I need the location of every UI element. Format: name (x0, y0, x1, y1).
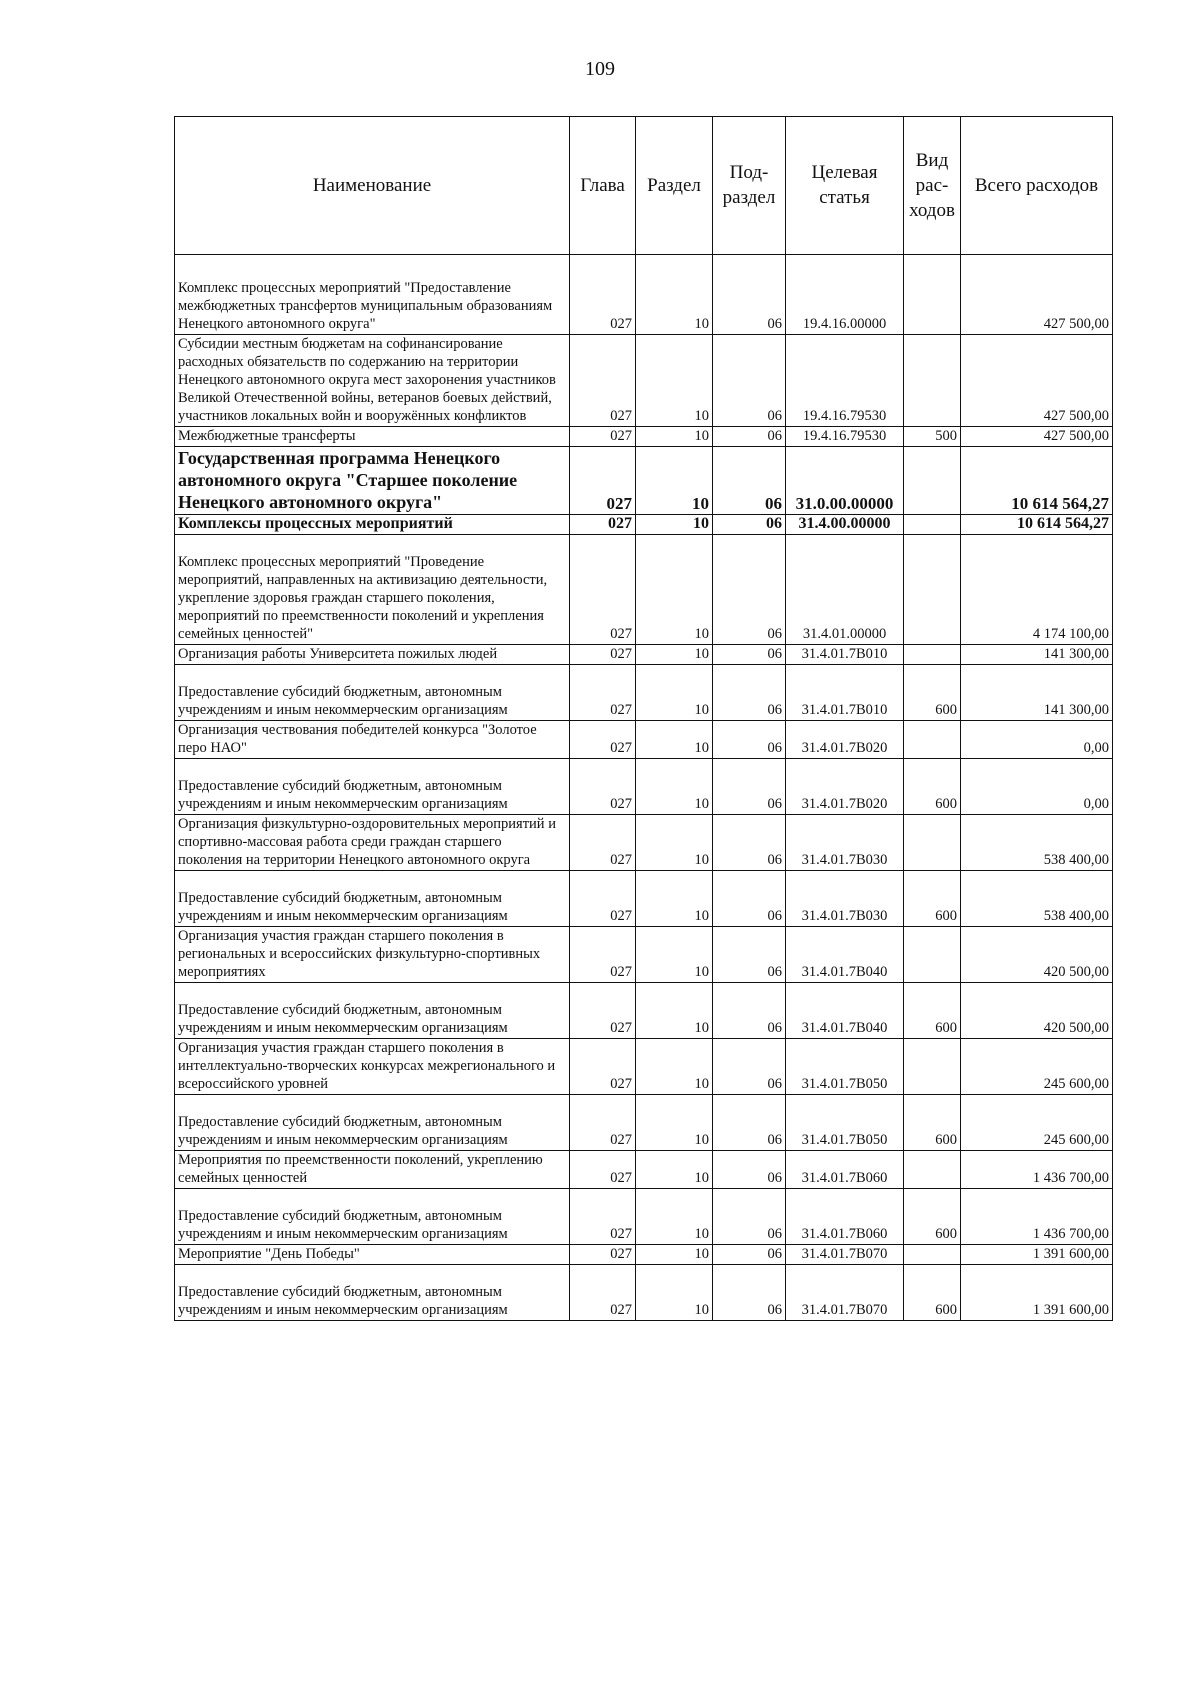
row-razdel: 10 (636, 447, 713, 515)
row-razdel: 10 (636, 871, 713, 927)
page-number: 109 (585, 58, 615, 80)
row-vid (904, 255, 961, 335)
row-podrazdel: 06 (713, 427, 786, 447)
row-celevaya: 31.4.01.7В030 (786, 815, 904, 871)
row-razdel: 10 (636, 815, 713, 871)
row-glava: 027 (570, 871, 636, 927)
row-total: 10 614 564,27 (961, 447, 1113, 515)
row-razdel: 10 (636, 1151, 713, 1189)
row-podrazdel: 06 (713, 871, 786, 927)
row-name: Предоставление субсидий бюджетным, автономным учреждениям и иным некоммерческим организациям (175, 871, 570, 927)
row-vid (904, 1245, 961, 1265)
row-total: 245 600,00 (961, 1039, 1113, 1095)
table-row (175, 1095, 1113, 1151)
row-name: Субсидии местным бюджетам на софинансирование расходных обязательств по содержанию на территории Ненецкого автономного округа мест захоронения участников Великой Отечественной войны, ветеранов боевых действий, участников локальных войн и вооружённых конфликтов (175, 335, 570, 427)
row-razdel: 10 (636, 515, 713, 535)
table-row (175, 1245, 1113, 1265)
row-glava: 027 (570, 535, 636, 645)
row-glava: 027 (570, 815, 636, 871)
row-podrazdel: 06 (713, 1189, 786, 1245)
table-row (175, 645, 1113, 665)
table-row (175, 1189, 1113, 1245)
row-celevaya: 19.4.16.00000 (786, 255, 904, 335)
row-podrazdel: 06 (713, 335, 786, 427)
row-glava: 027 (570, 1189, 636, 1245)
row-celevaya: 31.4.01.7В010 (786, 645, 904, 665)
row-podrazdel: 06 (713, 1151, 786, 1189)
row-glava: 027 (570, 759, 636, 815)
row-razdel: 10 (636, 721, 713, 759)
table-row (175, 927, 1113, 983)
row-vid: 600 (904, 983, 961, 1039)
header-name: Наименование (175, 117, 570, 255)
row-name: Предоставление субсидий бюджетным, автономным учреждениям и иным некоммерческим организациям (175, 1095, 570, 1151)
row-name: Межбюджетные трансферты (175, 427, 570, 447)
row-total: 1 436 700,00 (961, 1151, 1113, 1189)
row-name: Государственная программа Ненецкого автономного округа "Старшее поколение Ненецкого автономного округа" (175, 447, 570, 515)
row-celevaya: 31.4.01.7В020 (786, 759, 904, 815)
table-row (175, 815, 1113, 871)
row-celevaya: 19.4.16.79530 (786, 335, 904, 427)
table-row (175, 1151, 1113, 1189)
row-razdel: 10 (636, 759, 713, 815)
row-glava: 027 (570, 1151, 636, 1189)
row-razdel: 10 (636, 983, 713, 1039)
row-celevaya: 31.4.01.7В030 (786, 871, 904, 927)
row-celevaya: 31.4.01.7В060 (786, 1151, 904, 1189)
row-razdel: 10 (636, 535, 713, 645)
row-name: Организация чествования победителей конкурса "Золотое перо НАО" (175, 721, 570, 759)
row-vid (904, 1151, 961, 1189)
row-razdel: 10 (636, 255, 713, 335)
row-podrazdel: 06 (713, 535, 786, 645)
table-row (175, 535, 1113, 645)
row-razdel: 10 (636, 645, 713, 665)
row-celevaya: 31.4.01.7В040 (786, 927, 904, 983)
row-name: Предоставление субсидий бюджетным, автономным учреждениям и иным некоммерческим организациям (175, 983, 570, 1039)
budget-table (174, 116, 1113, 1321)
row-podrazdel: 06 (713, 1039, 786, 1095)
table-row (175, 871, 1113, 927)
row-total: 1 436 700,00 (961, 1189, 1113, 1245)
row-total: 141 300,00 (961, 665, 1113, 721)
row-celevaya: 31.4.01.7В070 (786, 1265, 904, 1321)
row-total: 427 500,00 (961, 427, 1113, 447)
row-vid (904, 447, 961, 515)
row-total: 420 500,00 (961, 983, 1113, 1039)
table-row (175, 255, 1113, 335)
row-glava: 027 (570, 645, 636, 665)
row-glava: 027 (570, 927, 636, 983)
row-name: Комплекс процессных мероприятий "Предоставление межбюджетных трансфертов муниципальным образованиям Ненецкого автономного округа" (175, 255, 570, 335)
row-podrazdel: 06 (713, 665, 786, 721)
table-row (175, 1039, 1113, 1095)
row-total: 427 500,00 (961, 255, 1113, 335)
table-row (175, 983, 1113, 1039)
row-total: 245 600,00 (961, 1095, 1113, 1151)
row-razdel: 10 (636, 665, 713, 721)
row-total: 1 391 600,00 (961, 1245, 1113, 1265)
table-row (175, 335, 1113, 427)
row-podrazdel: 06 (713, 645, 786, 665)
row-glava: 027 (570, 1039, 636, 1095)
row-celevaya: 31.4.01.7В020 (786, 721, 904, 759)
row-vid (904, 335, 961, 427)
row-name: Комплексы процессных мероприятий (175, 515, 570, 535)
row-name: Мероприятие "День Победы" (175, 1245, 570, 1265)
row-vid: 600 (904, 1095, 961, 1151)
row-name: Организация физкультурно-оздоровительных мероприятий и спортивно-массовая работа среди граждан старшего поколения на территории Ненецкого автономного округа (175, 815, 570, 871)
row-glava: 027 (570, 447, 636, 515)
row-name: Предоставление субсидий бюджетным, автономным учреждениям и иным некоммерческим организациям (175, 665, 570, 721)
row-vid: 600 (904, 871, 961, 927)
row-vid (904, 515, 961, 535)
header-podrazdel: Под- раздел (713, 117, 786, 255)
header-total: Всего расходов (961, 117, 1113, 255)
row-name: Организация участия граждан старшего поколения в региональных и всероссийских физкультурно-спортивных мероприятиях (175, 927, 570, 983)
row-vid: 600 (904, 665, 961, 721)
table-row (175, 721, 1113, 759)
row-celevaya: 31.4.01.00000 (786, 535, 904, 645)
row-vid (904, 927, 961, 983)
row-razdel: 10 (636, 427, 713, 447)
row-razdel: 10 (636, 1039, 713, 1095)
header-glava: Глава (570, 117, 636, 255)
row-name: Предоставление субсидий бюджетным, автономным учреждениям и иным некоммерческим организациям (175, 1265, 570, 1321)
row-total: 538 400,00 (961, 815, 1113, 871)
header-vid: Вид рас- ходов (904, 117, 961, 255)
row-total: 0,00 (961, 759, 1113, 815)
row-glava: 027 (570, 1265, 636, 1321)
row-celevaya: 31.4.01.7В040 (786, 983, 904, 1039)
row-glava: 027 (570, 335, 636, 427)
row-razdel: 10 (636, 1189, 713, 1245)
table-header-row (175, 117, 1113, 255)
row-razdel: 10 (636, 1245, 713, 1265)
row-vid (904, 721, 961, 759)
row-podrazdel: 06 (713, 1095, 786, 1151)
row-name: Организация участия граждан старшего поколения в интеллектуально-творческих конкурсах межрегионального и всероссийского уровней (175, 1039, 570, 1095)
row-podrazdel: 06 (713, 815, 786, 871)
row-glava: 027 (570, 427, 636, 447)
row-total: 0,00 (961, 721, 1113, 759)
row-celevaya: 31.4.01.7В010 (786, 665, 904, 721)
row-celevaya: 19.4.16.79530 (786, 427, 904, 447)
row-glava: 027 (570, 983, 636, 1039)
table-row (175, 515, 1113, 535)
header-celevaya: Целевая статья (786, 117, 904, 255)
row-total: 10 614 564,27 (961, 515, 1113, 535)
row-name: Предоставление субсидий бюджетным, автономным учреждениям и иным некоммерческим организациям (175, 759, 570, 815)
table-row (175, 759, 1113, 815)
row-glava: 027 (570, 515, 636, 535)
row-vid (904, 1039, 961, 1095)
header-razdel: Раздел (636, 117, 713, 255)
row-celevaya: 31.0.00.00000 (786, 447, 904, 515)
row-podrazdel: 06 (713, 515, 786, 535)
row-podrazdel: 06 (713, 255, 786, 335)
table-row (175, 447, 1113, 515)
row-podrazdel: 06 (713, 759, 786, 815)
row-name: Организация работы Университета пожилых людей (175, 645, 570, 665)
row-glava: 027 (570, 1245, 636, 1265)
row-celevaya: 31.4.00.00000 (786, 515, 904, 535)
row-razdel: 10 (636, 927, 713, 983)
row-podrazdel: 06 (713, 927, 786, 983)
row-vid (904, 645, 961, 665)
row-vid: 600 (904, 1189, 961, 1245)
row-glava: 027 (570, 255, 636, 335)
row-podrazdel: 06 (713, 983, 786, 1039)
row-total: 538 400,00 (961, 871, 1113, 927)
row-razdel: 10 (636, 1095, 713, 1151)
table-row (175, 1265, 1113, 1321)
row-razdel: 10 (636, 335, 713, 427)
table-row (175, 427, 1113, 447)
row-vid: 500 (904, 427, 961, 447)
row-name: Мероприятия по преемственности поколений, укреплению семейных ценностей (175, 1151, 570, 1189)
row-vid: 600 (904, 759, 961, 815)
row-celevaya: 31.4.01.7В050 (786, 1095, 904, 1151)
row-name: Предоставление субсидий бюджетным, автономным учреждениям и иным некоммерческим организациям (175, 1189, 570, 1245)
row-razdel: 10 (636, 1265, 713, 1321)
row-glava: 027 (570, 1095, 636, 1151)
row-celevaya: 31.4.01.7В050 (786, 1039, 904, 1095)
row-celevaya: 31.4.01.7В070 (786, 1245, 904, 1265)
row-total: 420 500,00 (961, 927, 1113, 983)
row-celevaya: 31.4.01.7В060 (786, 1189, 904, 1245)
row-podrazdel: 06 (713, 1245, 786, 1265)
row-podrazdel: 06 (713, 721, 786, 759)
row-name: Комплекс процессных мероприятий "Проведение мероприятий, направленных на активизацию деятельности, укрепление здоровья граждан старшего поколения, мероприятий по преемственности поколений и укрепления семейных ценностей" (175, 535, 570, 645)
row-total: 4 174 100,00 (961, 535, 1113, 645)
row-vid (904, 535, 961, 645)
row-total: 427 500,00 (961, 335, 1113, 427)
row-podrazdel: 06 (713, 1265, 786, 1321)
row-vid (904, 815, 961, 871)
row-glava: 027 (570, 665, 636, 721)
row-total: 141 300,00 (961, 645, 1113, 665)
row-vid: 600 (904, 1265, 961, 1321)
table-row (175, 665, 1113, 721)
row-podrazdel: 06 (713, 447, 786, 515)
row-total: 1 391 600,00 (961, 1265, 1113, 1321)
row-glava: 027 (570, 721, 636, 759)
